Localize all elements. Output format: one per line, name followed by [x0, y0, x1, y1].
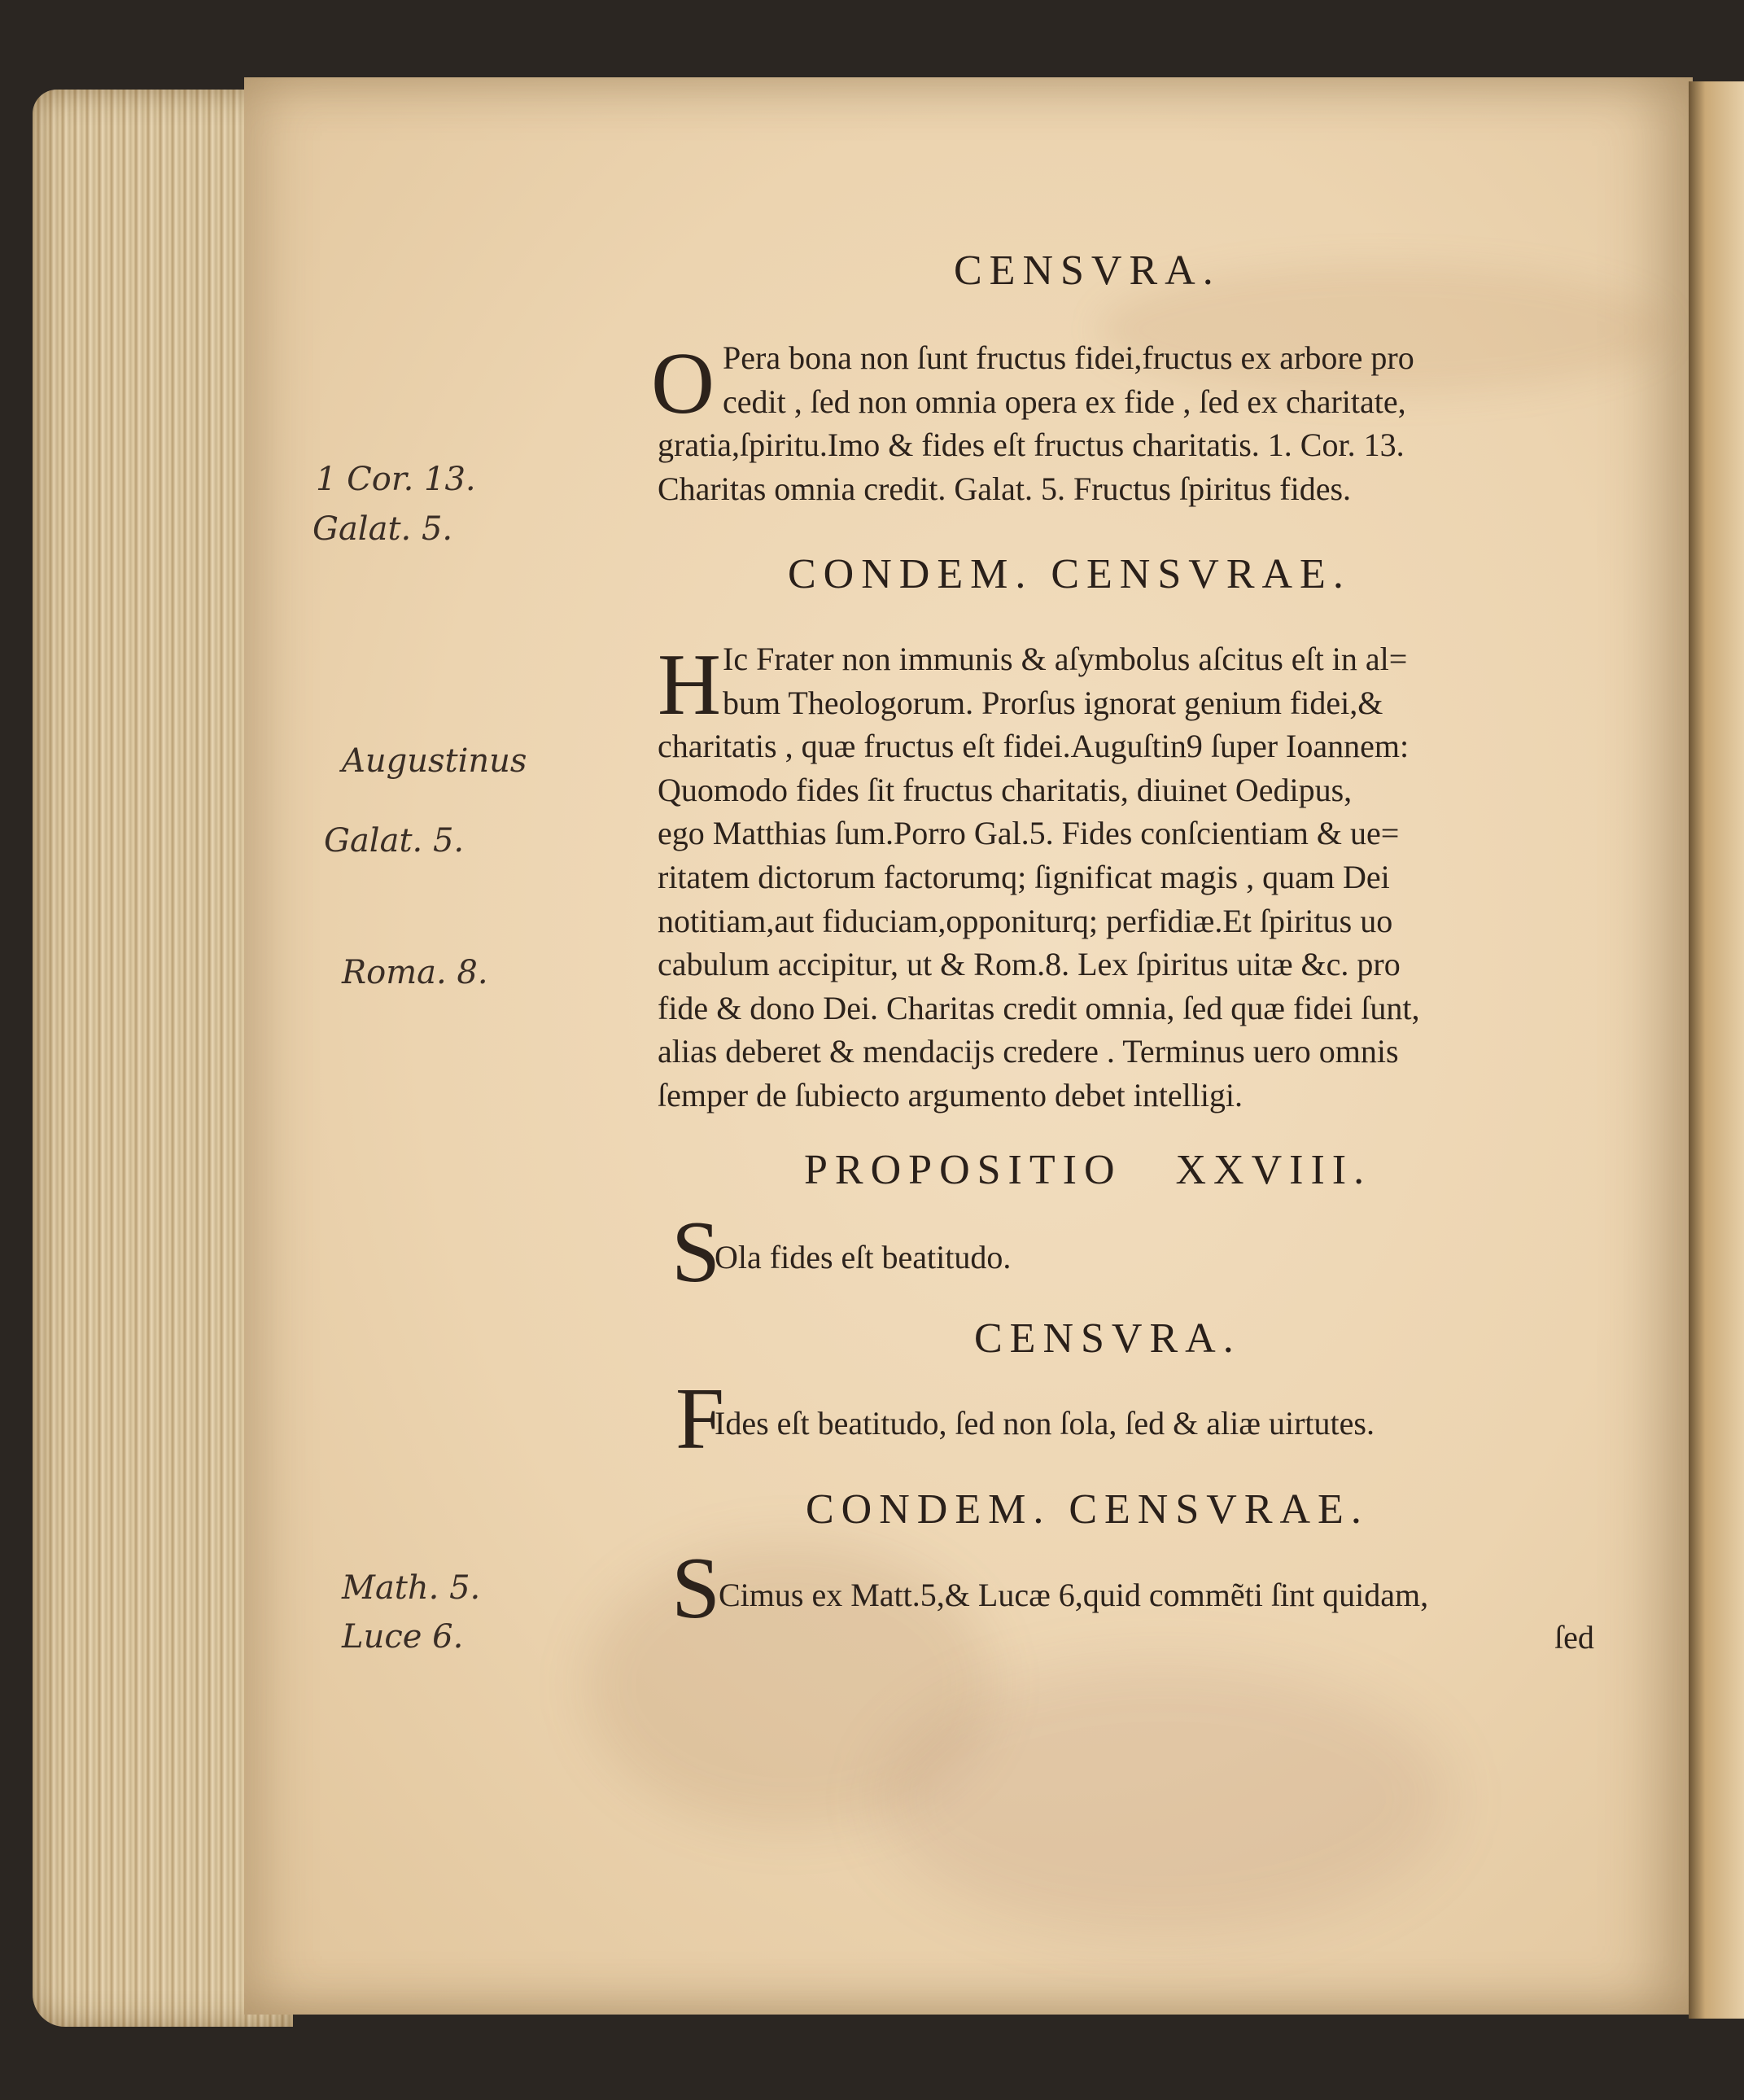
text-line: Pera bona non ſunt fructus fidei,fructus ex arbore pro	[723, 339, 1414, 376]
section-heading: PROPOSITIO XXVIII.	[804, 1147, 1372, 1193]
paragraph-condem-1	[658, 637, 1610, 1118]
water-stain	[879, 1665, 1449, 1933]
text-line: ritatem dictorum factorumq; ſignificat magis , quam Dei	[658, 858, 1390, 895]
drop-capital: H	[658, 637, 721, 733]
facing-page-edge	[1689, 81, 1744, 2019]
text-line: ego Matthias ſum.Porro Gal.5. Fides conſcientiam & ue=	[658, 815, 1400, 852]
text-line: Charitas omnia credit. Galat. 5. Fructus ſpiritus fides.	[658, 470, 1352, 507]
paragraph-censura-2	[658, 1402, 1610, 1446]
text-line: alias deberet & mendacijs credere . Terminus uero omnis	[658, 1033, 1399, 1070]
text-line: Ic Frater non immunis & aſymbolus aſcitus eſt in al=	[723, 641, 1408, 677]
drop-capital: S	[671, 1204, 721, 1301]
margin-note: Galat. 5.	[324, 822, 465, 860]
text-line: gratia,ſpiritu.Imo & fides eſt fructus charitatis. 1. Cor. 13.	[658, 427, 1405, 464]
paragraph-propositio	[658, 1236, 1610, 1280]
paragraph-condem-2	[658, 1573, 1610, 1617]
margin-note: 1 Cor. 13.	[316, 461, 476, 498]
text-line: bum Theologorum. Prorſus ignorat genium fidei,&	[723, 684, 1383, 721]
section-heading: CENSVRA.	[954, 247, 1221, 294]
text-line: notitiam,aut fiduciam,opponiturq; perfidiæ.Et ſpiritus uo	[658, 902, 1393, 939]
drop-capital: F	[675, 1371, 725, 1468]
text-line: ſemper de ſubiecto argumento debet intelligi.	[658, 1076, 1244, 1113]
drop-capital: S	[671, 1540, 721, 1637]
margin-note: Math. 5.	[342, 1569, 481, 1607]
text-line: fide & dono Dei. Charitas credit omnia, ſed quæ fidei ſunt,	[658, 989, 1420, 1026]
margin-note: Augustinus	[342, 742, 527, 780]
drop-capital: O	[651, 335, 715, 432]
margin-note: Roma. 8.	[342, 954, 488, 991]
text-line: charitatis , quæ fructus eſt fidei.Auguſtin9 ſuper Ioannem:	[658, 728, 1410, 765]
section-heading: CONDEM. CENSVRAE.	[788, 551, 1351, 597]
text-line: Cimus ex Matt.5,& Lucæ 6,quid commẽti ſint quidam,	[719, 1577, 1429, 1613]
margin-note: Luce 6.	[342, 1618, 464, 1656]
margin-note: Galat. 5.	[313, 510, 453, 548]
text-line: Ides eſt beatitudo, ſed non ſola, ſed & aliæ uirtutes.	[715, 1405, 1375, 1442]
catchword: ſed	[1554, 1619, 1594, 1656]
text-line: Ola fides eſt beatitudo.	[715, 1239, 1012, 1275]
text-line: Quomodo fides ſit fructus charitatis, diuinet Oedipus,	[658, 771, 1353, 808]
section-heading: CONDEM. CENSVRAE.	[806, 1486, 1369, 1533]
text-line: cabulum accipitur, ut & Rom.8. Lex ſpiritus uitæ &c. pro	[658, 946, 1401, 983]
section-heading: CENSVRA.	[974, 1315, 1241, 1362]
text-line: cedit , ſed non omnia opera ex fide , ſed ex charitate,	[723, 383, 1406, 420]
paragraph-censura-1	[658, 336, 1610, 510]
